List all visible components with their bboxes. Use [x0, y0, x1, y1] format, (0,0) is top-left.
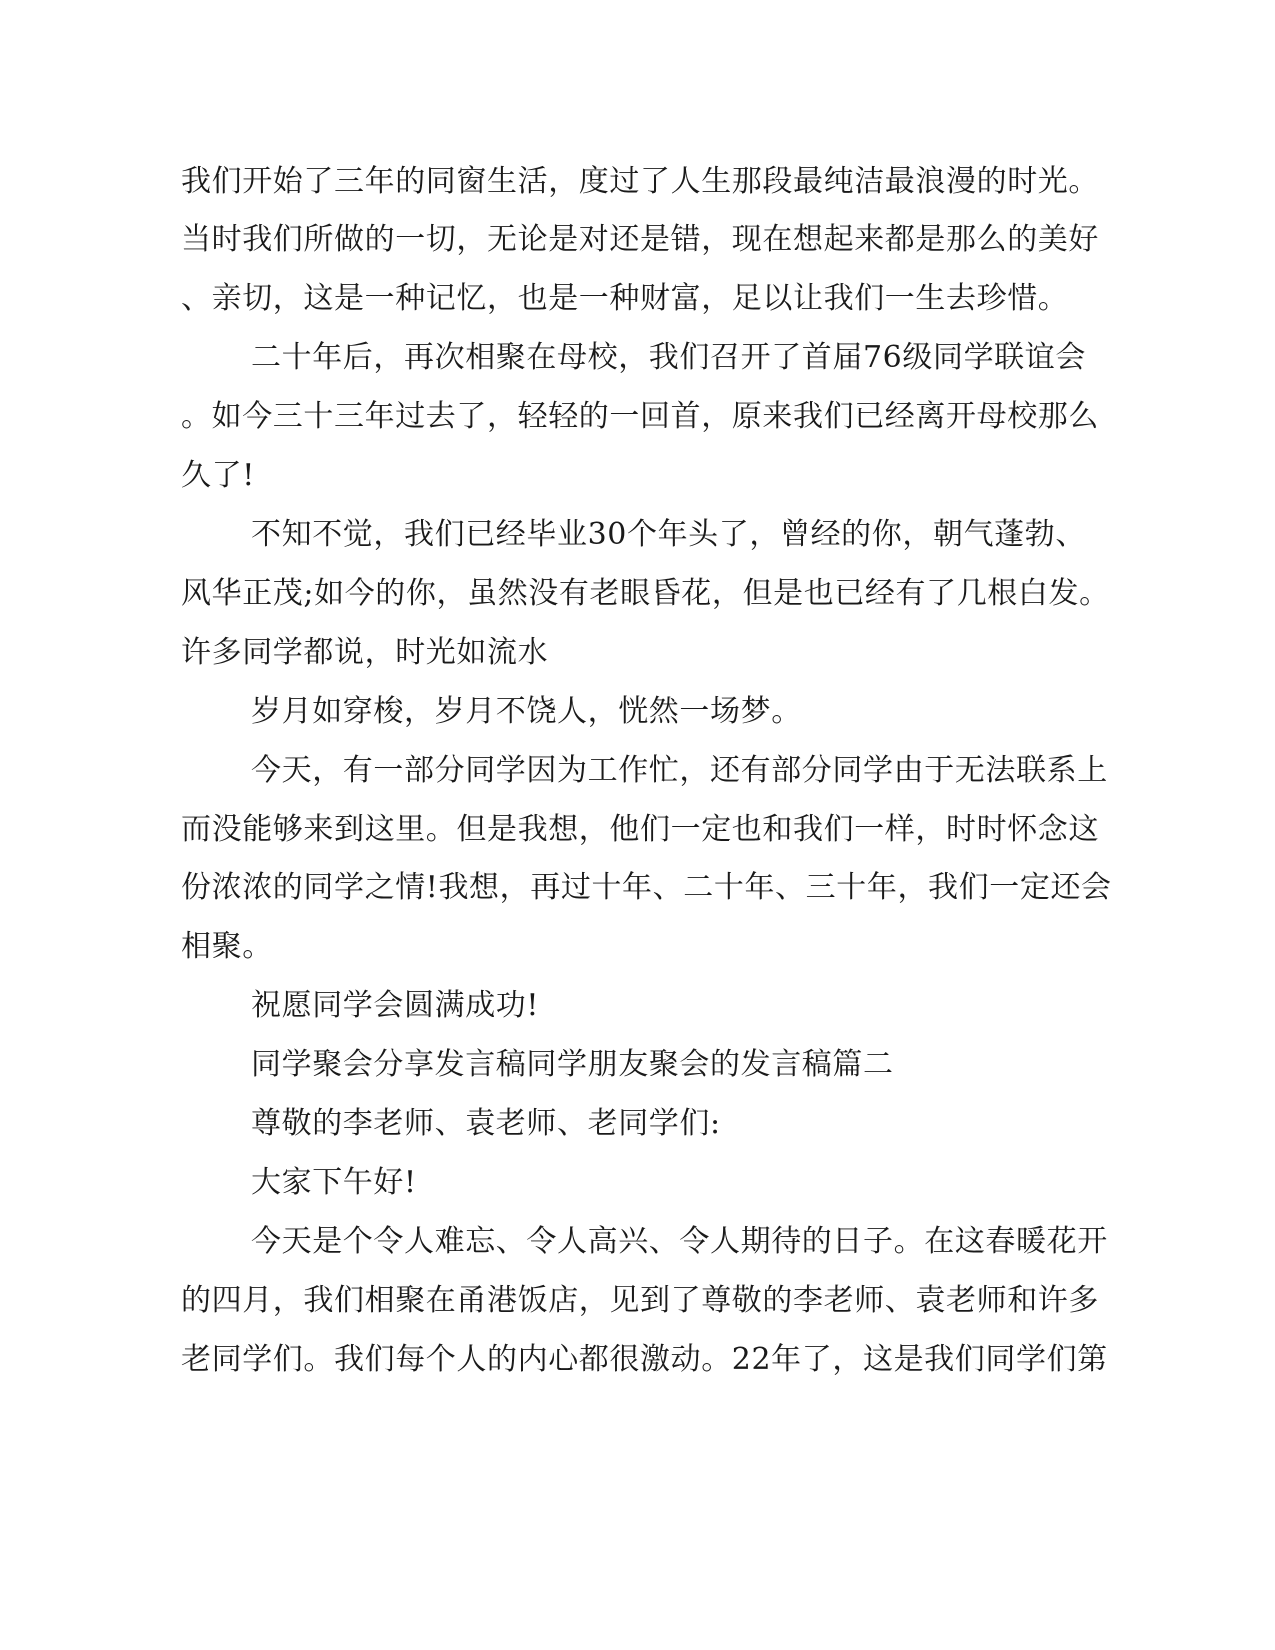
text-line: 。如今三十三年过去了，轻轻的一回首，原来我们已经离开母校那么	[181, 399, 1099, 434]
text-line: 当时我们所做的一切，无论是对还是错，现在想起来都是那么的美好	[181, 222, 1099, 257]
text-line: 相聚。	[181, 929, 273, 964]
text-line: 我们开始了三年的同窗生活，度过了人生那段最纯洁最浪漫的时光。	[181, 164, 1099, 199]
text-line: 的四月，我们相聚在甬港饭店，见到了尊敬的李老师、袁老师和许多	[181, 1283, 1099, 1318]
text-line: 尊敬的李老师、袁老师、老同学们:	[251, 1106, 721, 1141]
text-line: 许多同学都说，时光如流水	[181, 635, 549, 670]
text-line: 、亲切，这是一种记忆，也是一种财富，足以让我们一生去珍惜。	[181, 281, 1069, 316]
text-line: 同学聚会分享发言稿同学朋友聚会的发言稿篇二	[251, 1047, 894, 1082]
text-line: 不知不觉，我们已经毕业30个年头了，曾经的你，朝气蓬勃、	[251, 517, 1086, 552]
text-line: 祝愿同学会圆满成功!	[251, 988, 540, 1023]
text-line: 今天，有一部分同学因为工作忙，还有部分同学由于无法联系上	[251, 753, 1108, 788]
text-line: 风华正茂;如今的你，虽然没有老眼昏花，但是也已经有了几根白发。	[181, 576, 1110, 611]
text-line: 老同学们。我们每个人的内心都很激动。22年了，这是我们同学们第	[181, 1342, 1108, 1377]
text-line: 份浓浓的同学之情!我想，再过十年、二十年、三十年，我们一定还会	[181, 870, 1112, 905]
text-line: 今天是个令人难忘、令人高兴、令人期待的日子。在这春暖花开	[251, 1224, 1108, 1259]
text-line: 岁月如穿梭，岁月不饶人，恍然一场梦。	[251, 694, 802, 729]
text-line: 大家下午好!	[251, 1165, 417, 1200]
text-line: 二十年后，再次相聚在母校，我们召开了首届76级同学联谊会	[251, 340, 1086, 375]
text-line: 而没能够来到这里。但是我想，他们一定也和我们一样，时时怀念这	[181, 812, 1099, 847]
text-line: 久了!	[181, 458, 255, 493]
